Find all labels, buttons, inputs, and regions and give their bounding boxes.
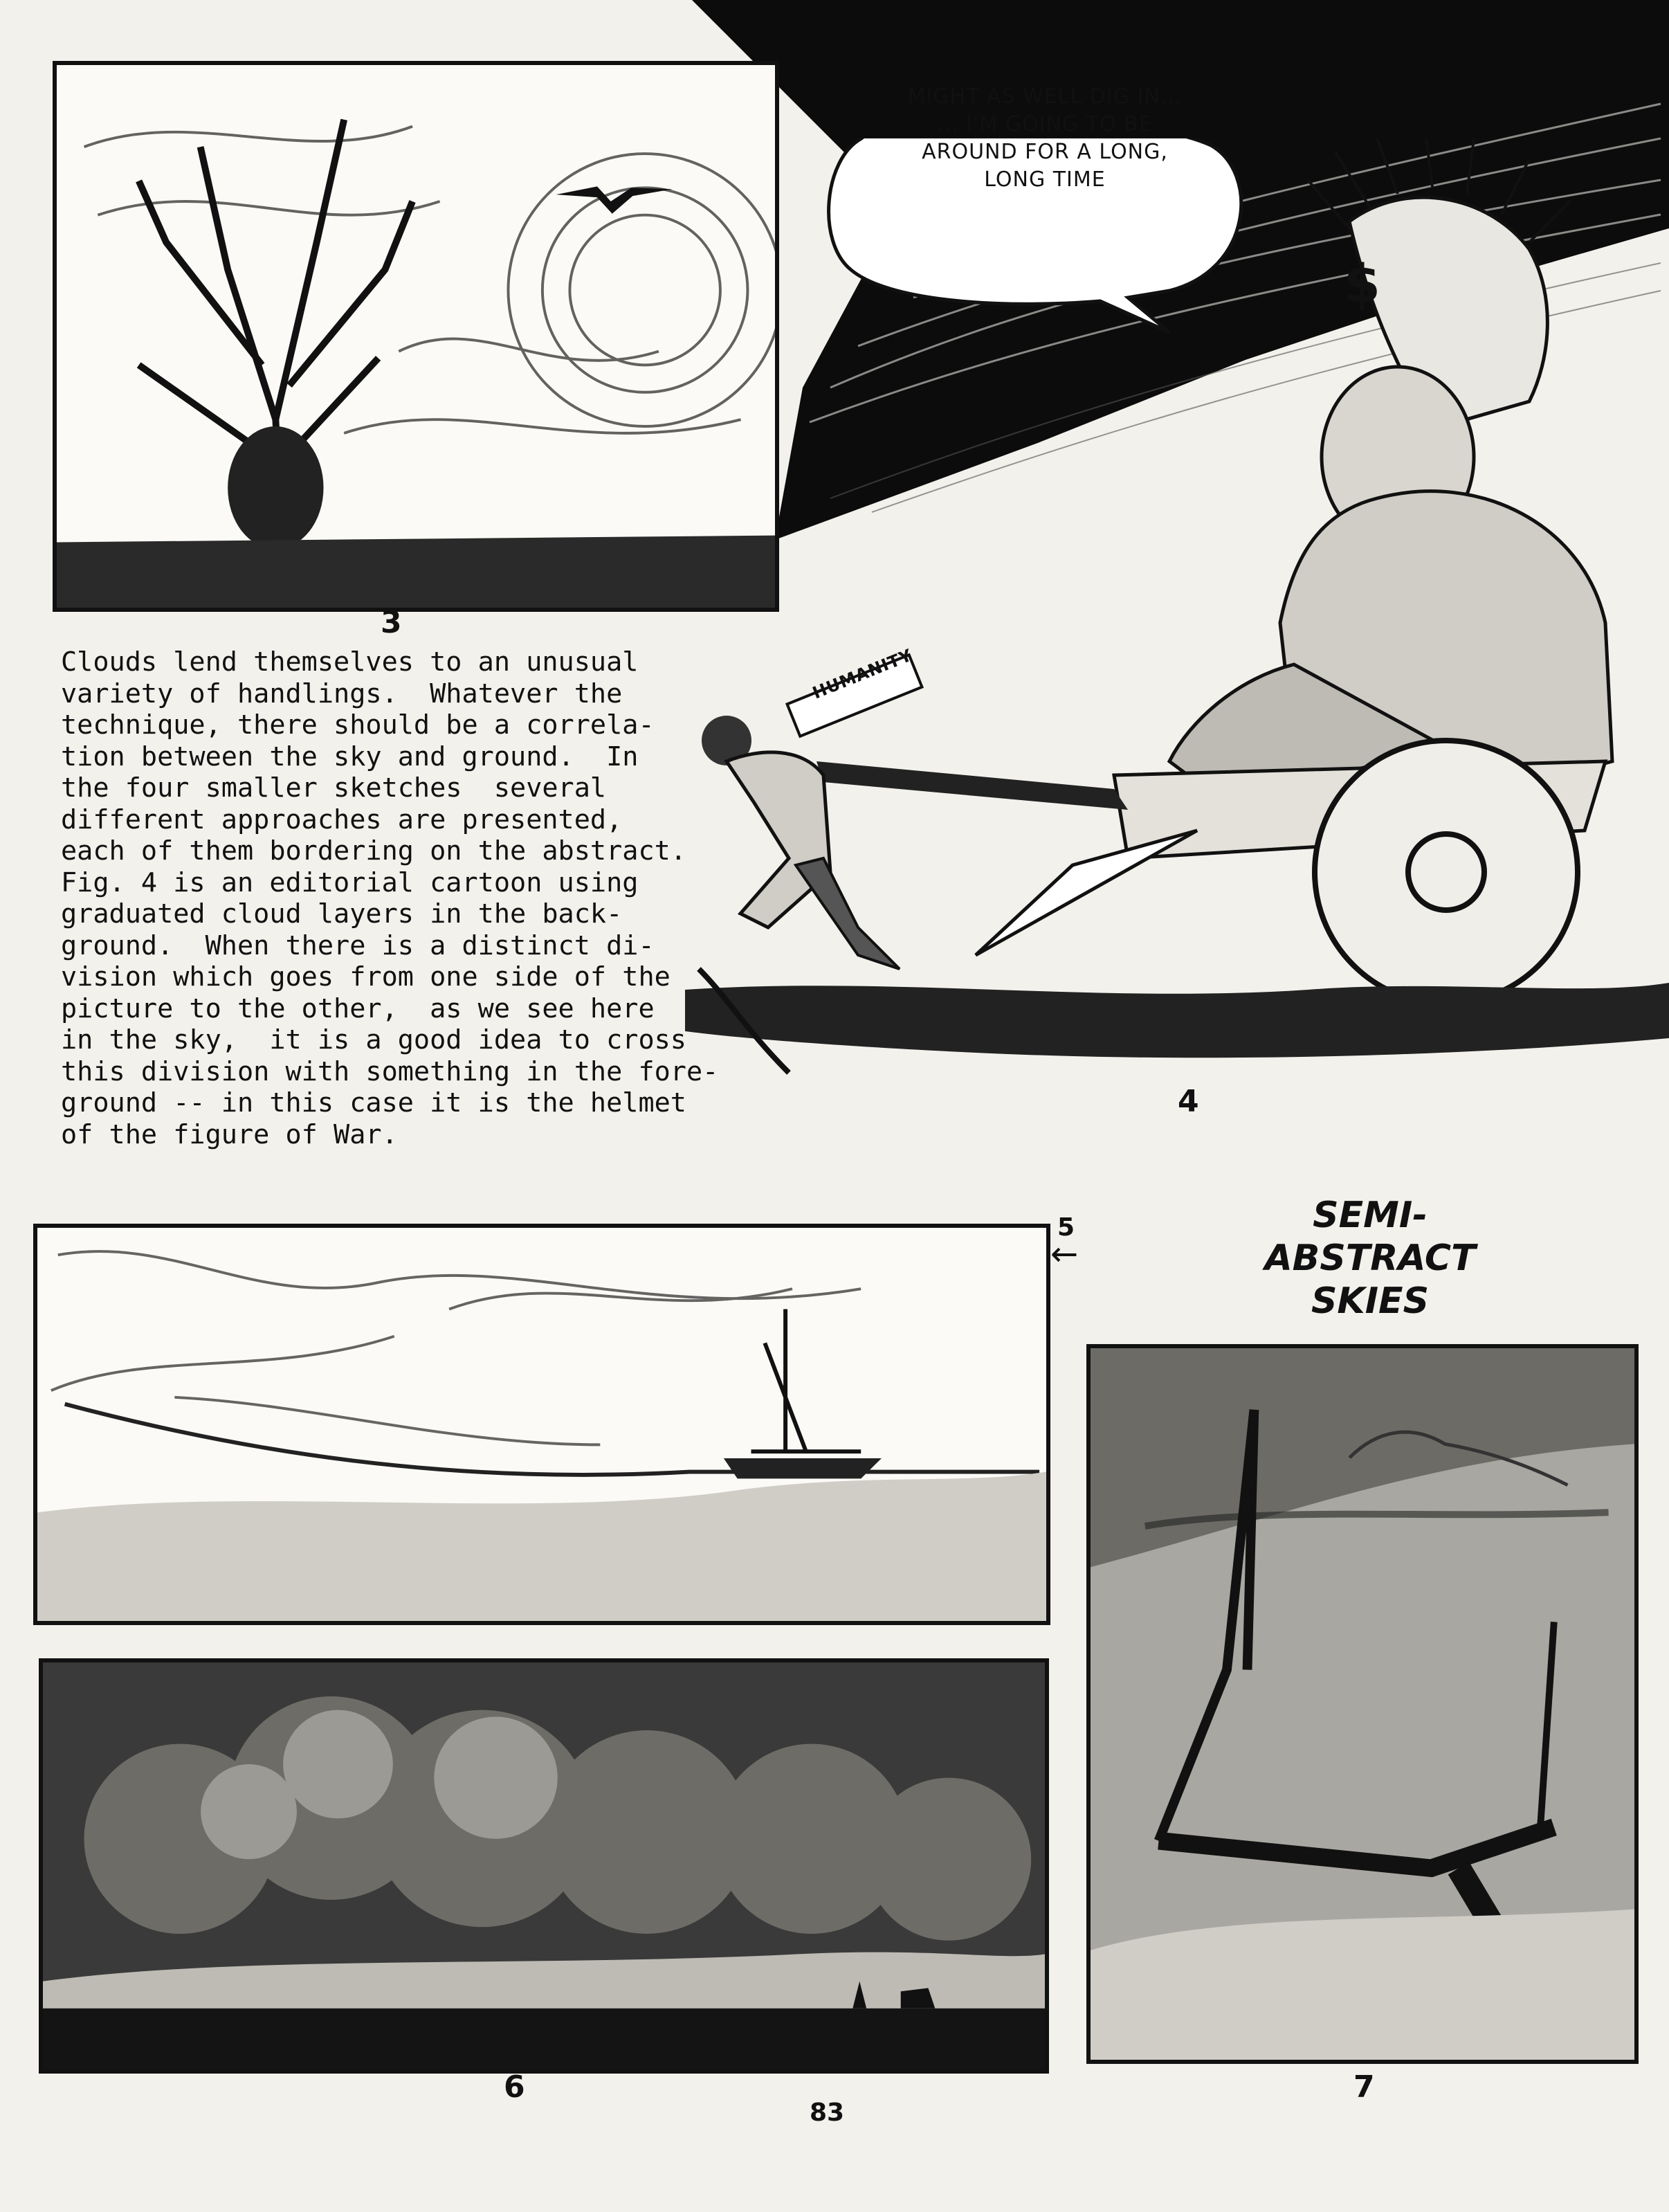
figure-4-cartoon bbox=[685, 138, 1669, 1094]
figure-6-sketch bbox=[39, 1658, 1049, 2074]
figure-5-arrow-icon: ← bbox=[1050, 1235, 1079, 1273]
figure-7-label: 7 bbox=[1353, 2069, 1375, 2105]
figure-3-sketch bbox=[53, 61, 779, 612]
figure-5-label: 5 bbox=[1057, 1213, 1075, 1242]
figure-7-sketch bbox=[1086, 1344, 1639, 2064]
section-heading: SEMI-ABSTRACT SKIES bbox=[1264, 1195, 1476, 1322]
figure-4-label: 4 bbox=[1178, 1084, 1199, 1119]
speech-balloon-text: MIGHT AS WELL DIG IN... ... I'M GOING TO BE AROUND FOR A LONG, LONG TIME bbox=[907, 84, 1183, 192]
figure-6-label: 6 bbox=[504, 2069, 525, 2105]
page-number: 83 bbox=[810, 2098, 845, 2127]
figure-3-label: 3 bbox=[381, 605, 402, 640]
humanity-sign: HUMANITY bbox=[810, 645, 915, 703]
figure-5-sketch bbox=[33, 1224, 1050, 1625]
helmet-dollar-sign: $ bbox=[1344, 253, 1380, 314]
body-paragraph: Clouds lend themselves to an unusual variety of handlings. Whatever the technique, there should be a correla- tion between the sky and ground. In the four smaller sketches several different approaches are presented, each of them bordering on the abstract. Fig. 4 is an editorial cartoon using graduated cloud layers in the back- ground. When there is a distinct di- vision which goes from one side of the picture to the other, as we see here in the sky, it is a good idea to cross this division with something in the fore- ground -- in this case it is the helmet of the figure of War. bbox=[61, 646, 719, 1150]
